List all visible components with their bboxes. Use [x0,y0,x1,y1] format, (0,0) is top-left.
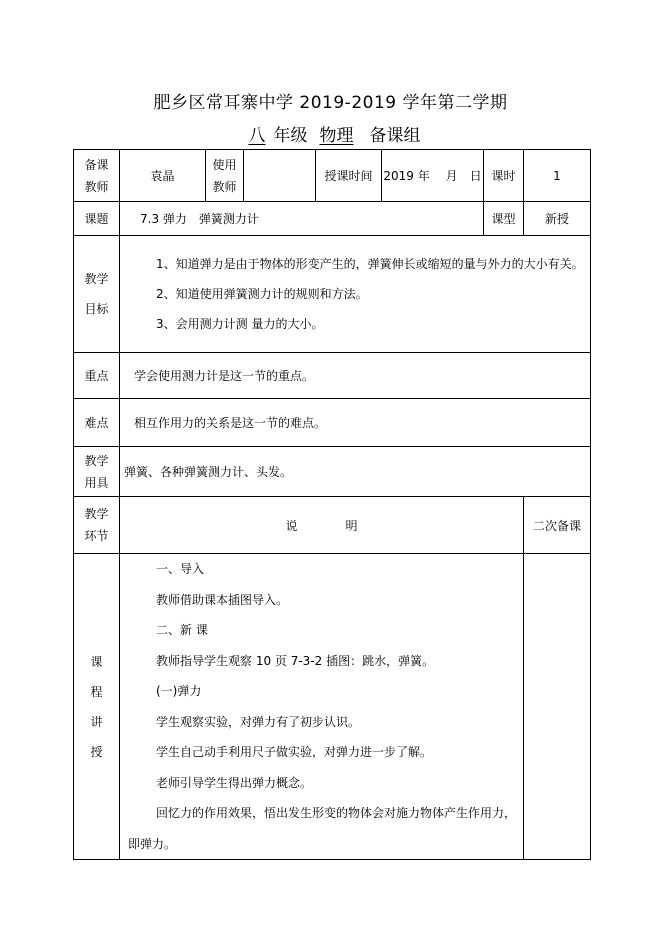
tools-label: 教学 用具 [74,447,120,497]
key-point-row [74,353,591,399]
process-line: 二、新 课 [156,623,208,637]
process-line: 学生观察实验，对弹力有了初步认识。 [156,714,361,729]
difficulty-row [74,399,591,447]
user-name [244,150,316,202]
tools-value: 弹簧、各种弹簧测力计、头发。 [120,447,591,497]
tools-row [74,447,591,497]
page-title: 肥乡区常耳寨中学 2019-2019 学年第二学期 [153,93,508,113]
page-subtitle [0,121,661,146]
objective-item: 2、知道使用弹簧测力计的规则和方法。 [156,287,368,301]
time-value: 2019 年 月 日 [382,150,484,202]
time-label: 授课时间 [316,150,382,202]
objectives-row [74,236,591,353]
process-line: 回忆力的作用效果，悟出发生形变的物体会对施力物体产生作用力，即弹力。 [128,806,517,851]
lesson-plan-table [73,149,591,860]
topic-label: 课题 [74,202,120,236]
subject-value: 物理 [319,126,354,146]
process-label: 课 程 讲 授 [74,554,120,860]
key-point-label: 重点 [74,353,120,399]
second-prep-cell [524,554,591,860]
process-line: 一、导入 [156,562,205,576]
second-prep-header: 二次备课 [524,497,591,554]
topic-value: 7.3 弹力 弹簧测力计 [120,202,484,236]
stage-description-header: 说 明 [120,497,524,554]
difficulty-label: 难点 [74,399,120,447]
grade-value: 八 [248,126,266,146]
difficulty-value: 相互作用力的关系是这一节的难点。 [120,399,591,447]
info-row [74,150,591,202]
stage-header-row [74,497,591,554]
objective-item: 3、会用测力计测 量力的大小。 [156,317,324,331]
teacher-name: 袁晶 [120,150,206,202]
objective-item: 1、知道弹力是由于物体的形变产生的，弹簧伸长或缩短的量与外力的大小有关。 [156,257,584,271]
topic-row [74,202,591,236]
objectives-label: 教学 目标 [74,236,120,353]
hours-label: 课时 [484,150,524,202]
process-line: 老师引导学生得出弹力概念。 [156,775,313,790]
type-label: 课型 [484,202,524,236]
key-point-value: 学会使用测力计是这一节的重点。 [120,353,591,399]
user-label: 使用 教师 [206,150,244,202]
process-content [120,554,524,860]
process-line: 教师借助课本插图导入。 [156,592,289,607]
process-line: (一)弹力 [156,684,202,698]
type-value: 新授 [524,202,591,236]
group-label: 备课组 [369,126,421,146]
process-line: 教师指导学生观察 10 页 7-3-2 插图：跳水，弹簧。 [156,653,435,668]
hours-value: 1 [524,150,591,202]
teacher-label: 备课 教师 [74,150,120,202]
process-row [74,554,591,860]
grade-suffix: 年级 [273,126,308,146]
objectives-content [120,236,591,353]
process-line: 学生自己动手利用尺子做实验，对弹力进一步了解。 [156,745,433,759]
stage-label: 教学 环节 [74,497,120,554]
